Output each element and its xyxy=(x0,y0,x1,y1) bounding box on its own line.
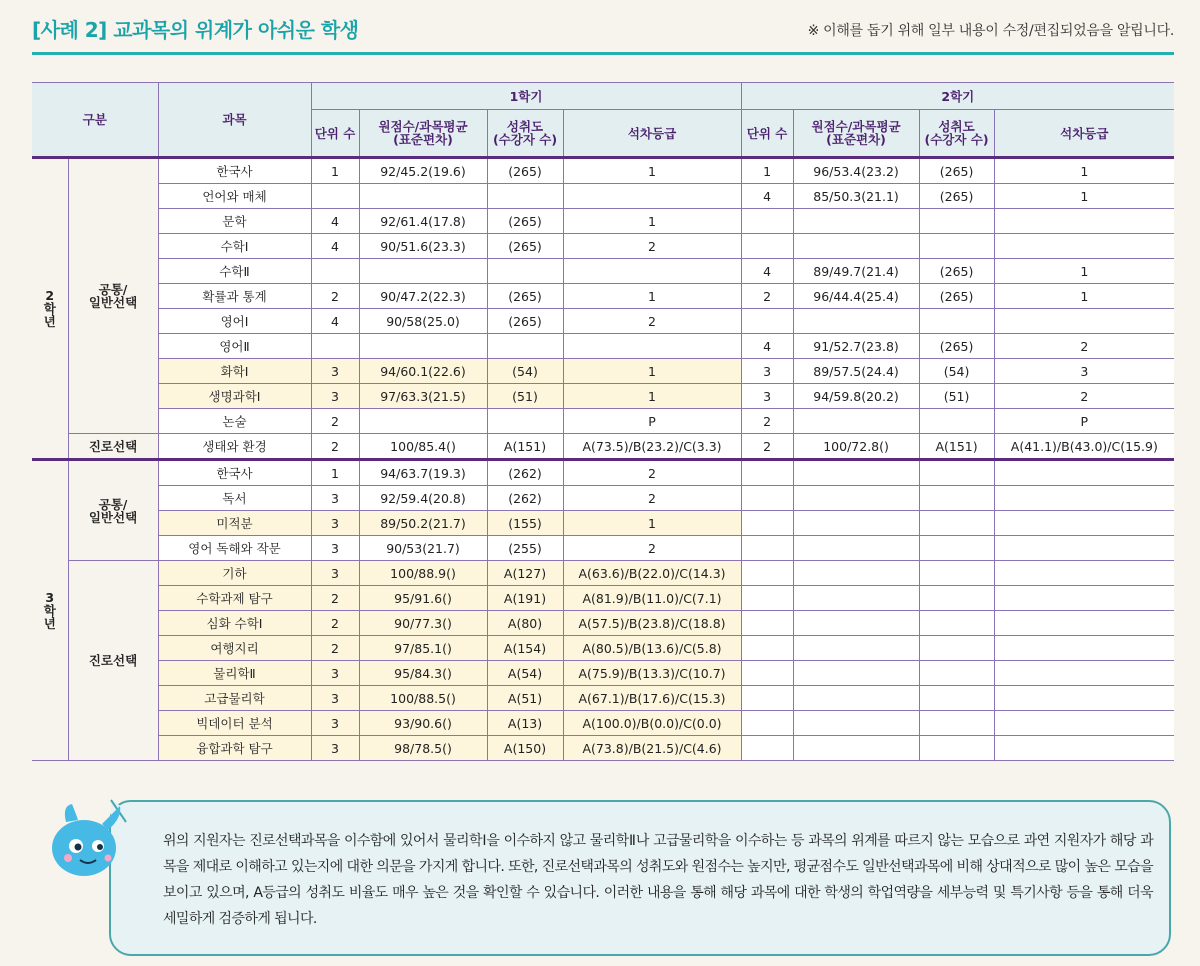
header-subject: 과목 xyxy=(158,83,311,158)
grade-cell: 1 xyxy=(994,284,1174,309)
grade-cell: A(80.5)/B(13.6)/C(5.8) xyxy=(563,636,741,661)
grade-cell: 94/60.1(22.6) xyxy=(359,359,487,384)
grade-cell xyxy=(994,234,1174,259)
subject-cell: 수학Ⅰ xyxy=(158,234,311,259)
grade-cell: 2 xyxy=(563,460,741,486)
grade-cell: A(80) xyxy=(487,611,563,636)
grade-cell: 96/44.4(25.4) xyxy=(793,284,919,309)
page-title: [사례 2] 교과목의 위계가 아쉬운 학생 xyxy=(32,18,359,42)
grade-cell: 1 xyxy=(994,259,1174,284)
table-row xyxy=(32,409,1174,434)
header-score: 원점수/과목평균 (표준편차) xyxy=(793,110,919,158)
grade-cell: (265) xyxy=(487,234,563,259)
grade-cell xyxy=(994,736,1174,761)
subject-cell: 빅데이터 분석 xyxy=(158,711,311,736)
grade-cell: 1 xyxy=(563,511,741,536)
table-row xyxy=(32,636,1174,661)
grade-cell: 2 xyxy=(741,434,793,460)
table-row xyxy=(32,234,1174,259)
subject-cell: 심화 수학Ⅰ xyxy=(158,611,311,636)
header-semester-2: 2학기 xyxy=(741,83,1174,110)
grade-cell xyxy=(919,309,994,334)
grade-cell xyxy=(741,611,793,636)
grade-cell: 4 xyxy=(311,209,359,234)
grade-cell: 3 xyxy=(311,511,359,536)
edit-notice: ※ 이해를 돕기 위해 일부 내용이 수정/편집되었음을 알립니다. xyxy=(807,23,1174,39)
grade-cell: 3 xyxy=(311,736,359,761)
grade-cell: (265) xyxy=(919,284,994,309)
subject-cell: 한국사 xyxy=(158,158,311,184)
subject-cell: 여행지리 xyxy=(158,636,311,661)
grade-cell: (265) xyxy=(919,158,994,184)
grade-cell: 1 xyxy=(311,158,359,184)
grade-cell: 3 xyxy=(311,486,359,511)
grade-cell: 3 xyxy=(311,561,359,586)
title-divider xyxy=(32,52,1174,55)
grade-cell xyxy=(793,611,919,636)
header-units: 단위 수 xyxy=(311,110,359,158)
grade-cell: 3 xyxy=(741,384,793,409)
subject-cell: 영어 독해와 작문 xyxy=(158,536,311,561)
subject-cell: 화학Ⅰ xyxy=(158,359,311,384)
grade-cell xyxy=(311,259,359,284)
grade-cell: 1 xyxy=(994,158,1174,184)
grade-cell xyxy=(741,636,793,661)
grade-cell xyxy=(741,561,793,586)
grade-cell: (54) xyxy=(919,359,994,384)
grade-cell: 3 xyxy=(741,359,793,384)
grade-cell: 89/50.2(21.7) xyxy=(359,511,487,536)
grade-cell: 2 xyxy=(563,234,741,259)
grade-cell xyxy=(741,309,793,334)
grade-cell: A(154) xyxy=(487,636,563,661)
table-row xyxy=(32,359,1174,384)
grade-cell: 94/63.7(19.3) xyxy=(359,460,487,486)
table-row xyxy=(32,334,1174,359)
grade-cell xyxy=(741,511,793,536)
grade-cell: 2 xyxy=(563,309,741,334)
grade-cell xyxy=(994,586,1174,611)
grade-cell xyxy=(919,209,994,234)
grade-cell xyxy=(793,736,919,761)
grade-cell: 95/84.3() xyxy=(359,661,487,686)
grade-cell xyxy=(793,511,919,536)
grade-cell: 2 xyxy=(311,636,359,661)
grade-cell xyxy=(994,460,1174,486)
grade-cell xyxy=(487,334,563,359)
subject-cell: 수학Ⅱ xyxy=(158,259,311,284)
grade-cell: (262) xyxy=(487,486,563,511)
grade-2-label: 2 학 년 xyxy=(32,158,68,460)
grade-cell: 1 xyxy=(563,158,741,184)
subject-cell: 확률과 통계 xyxy=(158,284,311,309)
mascot-icon xyxy=(26,800,126,880)
grade-cell: 91/52.7(23.8) xyxy=(793,334,919,359)
grade-cell: 98/78.5() xyxy=(359,736,487,761)
grade-cell: A(54) xyxy=(487,661,563,686)
subject-cell: 한국사 xyxy=(158,460,311,486)
grade-cell: 2 xyxy=(311,611,359,636)
grade-cell xyxy=(994,561,1174,586)
grade-cell xyxy=(741,661,793,686)
grade-cell xyxy=(741,209,793,234)
grade-cell xyxy=(919,611,994,636)
subject-cell: 기하 xyxy=(158,561,311,586)
table-row xyxy=(32,309,1174,334)
grade-cell: 90/77.3() xyxy=(359,611,487,636)
grade-cell: 96/53.4(23.2) xyxy=(793,158,919,184)
grade-cell: 92/45.2(19.6) xyxy=(359,158,487,184)
grade-cell: A(151) xyxy=(919,434,994,460)
grade-cell xyxy=(563,259,741,284)
table-row xyxy=(32,561,1174,586)
grade-cell xyxy=(793,586,919,611)
subject-cell: 언어와 매체 xyxy=(158,184,311,209)
grade-cell: 3 xyxy=(994,359,1174,384)
grade-cell: (51) xyxy=(487,384,563,409)
grade-cell: 2 xyxy=(311,434,359,460)
grade-cell xyxy=(793,636,919,661)
grade-cell xyxy=(793,234,919,259)
grade-cell: 97/85.1() xyxy=(359,636,487,661)
grade-cell xyxy=(563,334,741,359)
grade-cell: A(127) xyxy=(487,561,563,586)
table-row xyxy=(32,434,1174,460)
grade-cell xyxy=(793,661,919,686)
grade-cell: (265) xyxy=(487,284,563,309)
grade-cell: A(67.1)/B(17.6)/C(15.3) xyxy=(563,686,741,711)
grade-cell: 2 xyxy=(311,284,359,309)
grade-cell: 90/58(25.0) xyxy=(359,309,487,334)
table-row xyxy=(32,611,1174,636)
grade-cell xyxy=(741,586,793,611)
comment-text: 위의 지원자는 진로선택과목을 이수함에 있어서 물리학Ⅰ을 이수하지 않고 물리학Ⅱ나 고급물리학을 이수하는 등 과목의 위계를 따르지 않는 모습으로 과연 지원자가 해당 과목을 제대로 이해하고 있는지에 대한 의문을 가지게 합니다. 또한, 진로선택과목의 성취도와 원점수는 높지만, 평균점수도 일반선택과목에 비해 상대적으로 많이 높은 모습을 보이고 있으며, A등급의 성취도 비율도 매우 높은 것을 확인할 수 있습니다. 이러한 내용을 통해 해당 과목에 대한 학생의 학업역량을 세부능력 및 특기사항 등을 통해 더욱 세밀하게 검증하게 됩니다. xyxy=(163,833,1153,927)
grade-cell: (265) xyxy=(919,259,994,284)
subject-cell: 미적분 xyxy=(158,511,311,536)
grade-cell: 4 xyxy=(741,334,793,359)
grade-cell: 92/61.4(17.8) xyxy=(359,209,487,234)
grade-cell: (265) xyxy=(919,184,994,209)
grade-cell xyxy=(359,409,487,434)
grade-cell xyxy=(919,460,994,486)
grade-cell: A(100.0)/B(0.0)/C(0.0) xyxy=(563,711,741,736)
subject-cell: 물리학Ⅱ xyxy=(158,661,311,686)
grade-cell xyxy=(994,536,1174,561)
grade-cell xyxy=(919,661,994,686)
grade-cell xyxy=(919,234,994,259)
header-rank: 석차등급 xyxy=(563,110,741,158)
table-row xyxy=(32,209,1174,234)
grade-cell: A(150) xyxy=(487,736,563,761)
table-row xyxy=(32,536,1174,561)
grade-cell xyxy=(793,711,919,736)
grade-cell: (265) xyxy=(487,309,563,334)
table-row xyxy=(32,711,1174,736)
group-career-elective: 진로선택 xyxy=(68,561,158,761)
grade-cell xyxy=(994,636,1174,661)
grade-cell: 2 xyxy=(311,586,359,611)
grade-cell: A(191) xyxy=(487,586,563,611)
grade-cell xyxy=(919,561,994,586)
subject-cell: 고급물리학 xyxy=(158,686,311,711)
subject-cell: 독서 xyxy=(158,486,311,511)
grade-cell xyxy=(359,184,487,209)
grade-cell: 85/50.3(21.1) xyxy=(793,184,919,209)
grade-cell: 4 xyxy=(311,234,359,259)
group-common-elective: 공통/ 일반선택 xyxy=(68,158,158,434)
grade-cell xyxy=(994,309,1174,334)
grade-cell: 97/63.3(21.5) xyxy=(359,384,487,409)
header-score: 원점수/과목평균 (표준편차) xyxy=(359,110,487,158)
grade-cell xyxy=(741,234,793,259)
grade-cell: 95/91.6() xyxy=(359,586,487,611)
grade-cell xyxy=(359,259,487,284)
header-achievement: 성취도 (수강자 수) xyxy=(487,110,563,158)
subject-cell: 영어Ⅰ xyxy=(158,309,311,334)
grade-cell: A(13) xyxy=(487,711,563,736)
grade-cell xyxy=(487,184,563,209)
grade-cell: A(51) xyxy=(487,686,563,711)
table-row xyxy=(32,511,1174,536)
table-row xyxy=(32,284,1174,309)
subject-cell: 수학과제 탐구 xyxy=(158,586,311,611)
grade-cell: 100/88.5() xyxy=(359,686,487,711)
table-row xyxy=(32,686,1174,711)
grade-cell: 3 xyxy=(311,711,359,736)
grade-cell xyxy=(793,486,919,511)
group-common-elective: 공통/ 일반선택 xyxy=(68,460,158,561)
grade-cell: 3 xyxy=(311,536,359,561)
grade-cell: 4 xyxy=(741,184,793,209)
grade-cell: A(73.8)/B(21.5)/C(4.6) xyxy=(563,736,741,761)
grade-cell xyxy=(994,661,1174,686)
comment-box xyxy=(109,800,1171,956)
subject-cell: 논술 xyxy=(158,409,311,434)
grade-cell: (54) xyxy=(487,359,563,384)
grade-cell xyxy=(487,259,563,284)
table-row xyxy=(32,460,1174,486)
grade-cell xyxy=(994,209,1174,234)
grade-cell: (265) xyxy=(487,158,563,184)
grade-3-label: 3 학 년 xyxy=(32,460,68,761)
grade-cell xyxy=(919,511,994,536)
table-row xyxy=(32,661,1174,686)
table-row xyxy=(32,586,1174,611)
grade-cell: (51) xyxy=(919,384,994,409)
grade-cell: 2 xyxy=(994,384,1174,409)
grade-cell: A(41.1)/B(43.0)/C(15.9) xyxy=(994,434,1174,460)
table-row xyxy=(32,184,1174,209)
grade-cell xyxy=(793,536,919,561)
header-units: 단위 수 xyxy=(741,110,793,158)
grade-cell: 100/72.8() xyxy=(793,434,919,460)
grade-cell xyxy=(919,409,994,434)
grade-cell xyxy=(994,711,1174,736)
table-row xyxy=(32,736,1174,761)
grade-cell xyxy=(487,409,563,434)
grade-cell xyxy=(919,536,994,561)
grade-cell: 3 xyxy=(311,661,359,686)
subject-cell: 생명과학Ⅰ xyxy=(158,384,311,409)
header-semester-1: 1학기 xyxy=(311,83,741,110)
grade-cell: (255) xyxy=(487,536,563,561)
grade-cell: 1 xyxy=(994,184,1174,209)
grade-cell: 1 xyxy=(563,384,741,409)
grade-cell: 3 xyxy=(311,359,359,384)
grade-cell: (265) xyxy=(919,334,994,359)
grade-cell: 2 xyxy=(563,486,741,511)
grade-cell xyxy=(741,536,793,561)
grade-cell: 89/57.5(24.4) xyxy=(793,359,919,384)
table-row xyxy=(32,259,1174,284)
grade-cell: (155) xyxy=(487,511,563,536)
group-career-elective: 진로선택 xyxy=(68,434,158,460)
grade-cell: 2 xyxy=(311,409,359,434)
grade-cell: 89/49.7(21.4) xyxy=(793,259,919,284)
grade-cell: A(151) xyxy=(487,434,563,460)
grade-cell: 1 xyxy=(563,359,741,384)
grade-cell xyxy=(793,460,919,486)
table-row xyxy=(32,486,1174,511)
grade-cell: 100/85.4() xyxy=(359,434,487,460)
table-row xyxy=(32,384,1174,409)
grade-cell xyxy=(311,184,359,209)
grade-cell xyxy=(919,711,994,736)
grade-cell xyxy=(741,486,793,511)
grade-cell: 3 xyxy=(311,686,359,711)
header-achievement: 성취도 (수강자 수) xyxy=(919,110,994,158)
grade-cell xyxy=(994,511,1174,536)
grade-cell: 1 xyxy=(311,460,359,486)
subject-cell: 문학 xyxy=(158,209,311,234)
header-rank: 석차등급 xyxy=(994,110,1174,158)
grade-cell: A(75.9)/B(13.3)/C(10.7) xyxy=(563,661,741,686)
grade-cell: 4 xyxy=(311,309,359,334)
grade-cell: P xyxy=(563,409,741,434)
grade-cell: A(81.9)/B(11.0)/C(7.1) xyxy=(563,586,741,611)
grade-cell: 2 xyxy=(563,536,741,561)
grade-cell: 100/88.9() xyxy=(359,561,487,586)
grade-cell xyxy=(919,686,994,711)
grade-cell: 2 xyxy=(741,409,793,434)
grade-cell: 92/59.4(20.8) xyxy=(359,486,487,511)
grade-cell xyxy=(359,334,487,359)
subject-cell: 영어Ⅱ xyxy=(158,334,311,359)
grade-cell: A(73.5)/B(23.2)/C(3.3) xyxy=(563,434,741,460)
grade-cell xyxy=(793,561,919,586)
grade-cell xyxy=(793,209,919,234)
grade-cell: A(57.5)/B(23.8)/C(18.8) xyxy=(563,611,741,636)
grade-cell xyxy=(994,611,1174,636)
grade-cell: 1 xyxy=(563,284,741,309)
grade-cell: 4 xyxy=(741,259,793,284)
grade-cell xyxy=(793,309,919,334)
grade-cell xyxy=(741,686,793,711)
grade-cell: 2 xyxy=(741,284,793,309)
grades-table xyxy=(32,82,1174,761)
grade-cell: (262) xyxy=(487,460,563,486)
grade-cell: A(63.6)/B(22.0)/C(14.3) xyxy=(563,561,741,586)
grade-cell: 90/51.6(23.3) xyxy=(359,234,487,259)
grade-cell xyxy=(741,711,793,736)
grade-cell xyxy=(919,636,994,661)
grade-cell xyxy=(994,686,1174,711)
grade-cell: P xyxy=(994,409,1174,434)
grade-cell xyxy=(741,460,793,486)
subject-cell: 융합과학 탐구 xyxy=(158,736,311,761)
grade-cell: 1 xyxy=(563,209,741,234)
grade-cell xyxy=(563,184,741,209)
grade-cell xyxy=(919,586,994,611)
grade-cell xyxy=(311,334,359,359)
grade-cell: 1 xyxy=(741,158,793,184)
grade-cell: (265) xyxy=(487,209,563,234)
subject-cell: 생태와 환경 xyxy=(158,434,311,460)
grade-cell: 93/90.6() xyxy=(359,711,487,736)
grade-cell: 94/59.8(20.2) xyxy=(793,384,919,409)
grade-cell xyxy=(741,736,793,761)
grade-cell xyxy=(919,736,994,761)
grade-cell xyxy=(793,686,919,711)
grade-cell: 90/53(21.7) xyxy=(359,536,487,561)
grade-cell: 2 xyxy=(994,334,1174,359)
table-row xyxy=(32,158,1174,184)
grade-cell xyxy=(793,409,919,434)
header-group: 구분 xyxy=(32,83,158,158)
grade-cell: 3 xyxy=(311,384,359,409)
grade-cell: 90/47.2(22.3) xyxy=(359,284,487,309)
grade-cell xyxy=(994,486,1174,511)
grade-cell xyxy=(919,486,994,511)
